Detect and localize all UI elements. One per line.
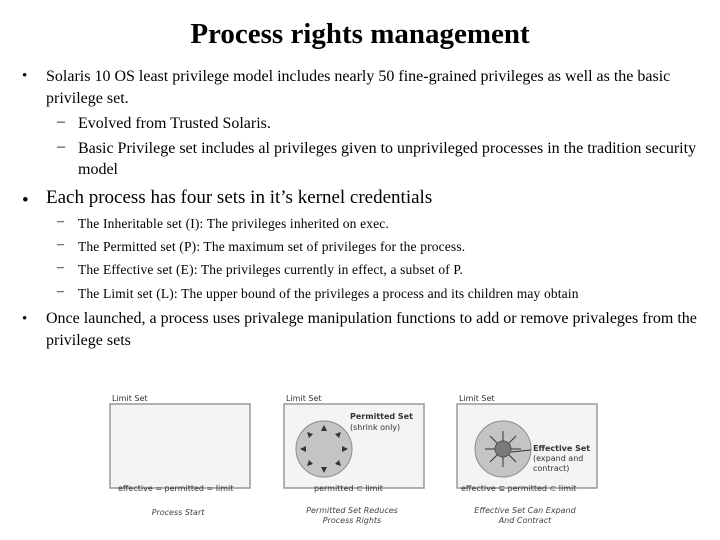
limit-set-label: Limit Set bbox=[286, 394, 322, 403]
caption-line: Effective Set Can Expand bbox=[474, 506, 576, 515]
formula-label: effective ⊆ permitted ⊂ limit bbox=[461, 484, 577, 493]
diagram-panel-permitted-reduces bbox=[282, 392, 432, 525]
bullet-2-text: Each process has four sets in it’s kernel credentials bbox=[46, 187, 433, 208]
formula-label: permitted ⊂ limit bbox=[314, 484, 383, 493]
sub-dash: – bbox=[57, 214, 64, 229]
bullet-1-text: Solaris 10 OS least privilege model includes nearly 50 fine-grained privileges as well as the basic privilege set. bbox=[46, 68, 671, 107]
caption-line: Permitted Set Reduces bbox=[306, 506, 398, 515]
effective-set-note: contract) bbox=[533, 464, 570, 473]
bullet-2-sub-3: The Effective set (E): The privileges currently in effect, a subset of P. bbox=[78, 262, 464, 277]
slide-title: Process rights management bbox=[190, 18, 530, 50]
effective-set-label: Effective Set bbox=[533, 444, 591, 453]
diagram-panel-process-start bbox=[108, 392, 258, 522]
permitted-set-label: Permitted Set bbox=[350, 412, 413, 421]
effective-set-note: (expand and bbox=[533, 454, 584, 463]
limit-set-box bbox=[108, 392, 258, 522]
diagram-panel-effective-expand bbox=[455, 392, 605, 525]
sub-dash: – bbox=[57, 138, 65, 155]
caption-line: And Contract bbox=[498, 516, 552, 525]
bullet-1-sub-2: Basic Privilege set includes al privileges given to unprivileged processes in the tradition security model bbox=[78, 140, 697, 178]
sub-dash: – bbox=[57, 260, 64, 275]
bullet-2-sub-1: The Inheritable set (I): The privileges inherited on exec. bbox=[78, 216, 389, 231]
bullet-dot: • bbox=[22, 68, 28, 84]
caption-line: Process Rights bbox=[322, 516, 382, 525]
sub-dash: – bbox=[57, 113, 65, 130]
bullet-1-sub-1: Evolved from Trusted Solaris. bbox=[78, 115, 271, 132]
bullet-3-text: Once launched, a process uses privalege manipulation functions to add or remove privaleges from the privilege sets bbox=[46, 310, 697, 349]
bullet-dot: • bbox=[22, 190, 29, 211]
bullet-dot: • bbox=[22, 311, 28, 327]
sub-dash: – bbox=[57, 237, 64, 252]
formula-label: effective = permitted = limit bbox=[118, 484, 234, 493]
permitted-set-note: (shrink only) bbox=[350, 423, 401, 432]
sub-dash: – bbox=[57, 284, 64, 299]
limit-set-label: Limit Set bbox=[459, 394, 495, 403]
limit-set-label: Limit Set bbox=[112, 394, 148, 403]
bullet-2-sub-2: The Permitted set (P): The maximum set of privileges for the process. bbox=[78, 239, 466, 254]
caption-line: Process Start bbox=[151, 508, 205, 517]
bullet-2-sub-4: The Limit set (L): The upper bound of the privileges a process and its children may obtain bbox=[78, 286, 579, 301]
